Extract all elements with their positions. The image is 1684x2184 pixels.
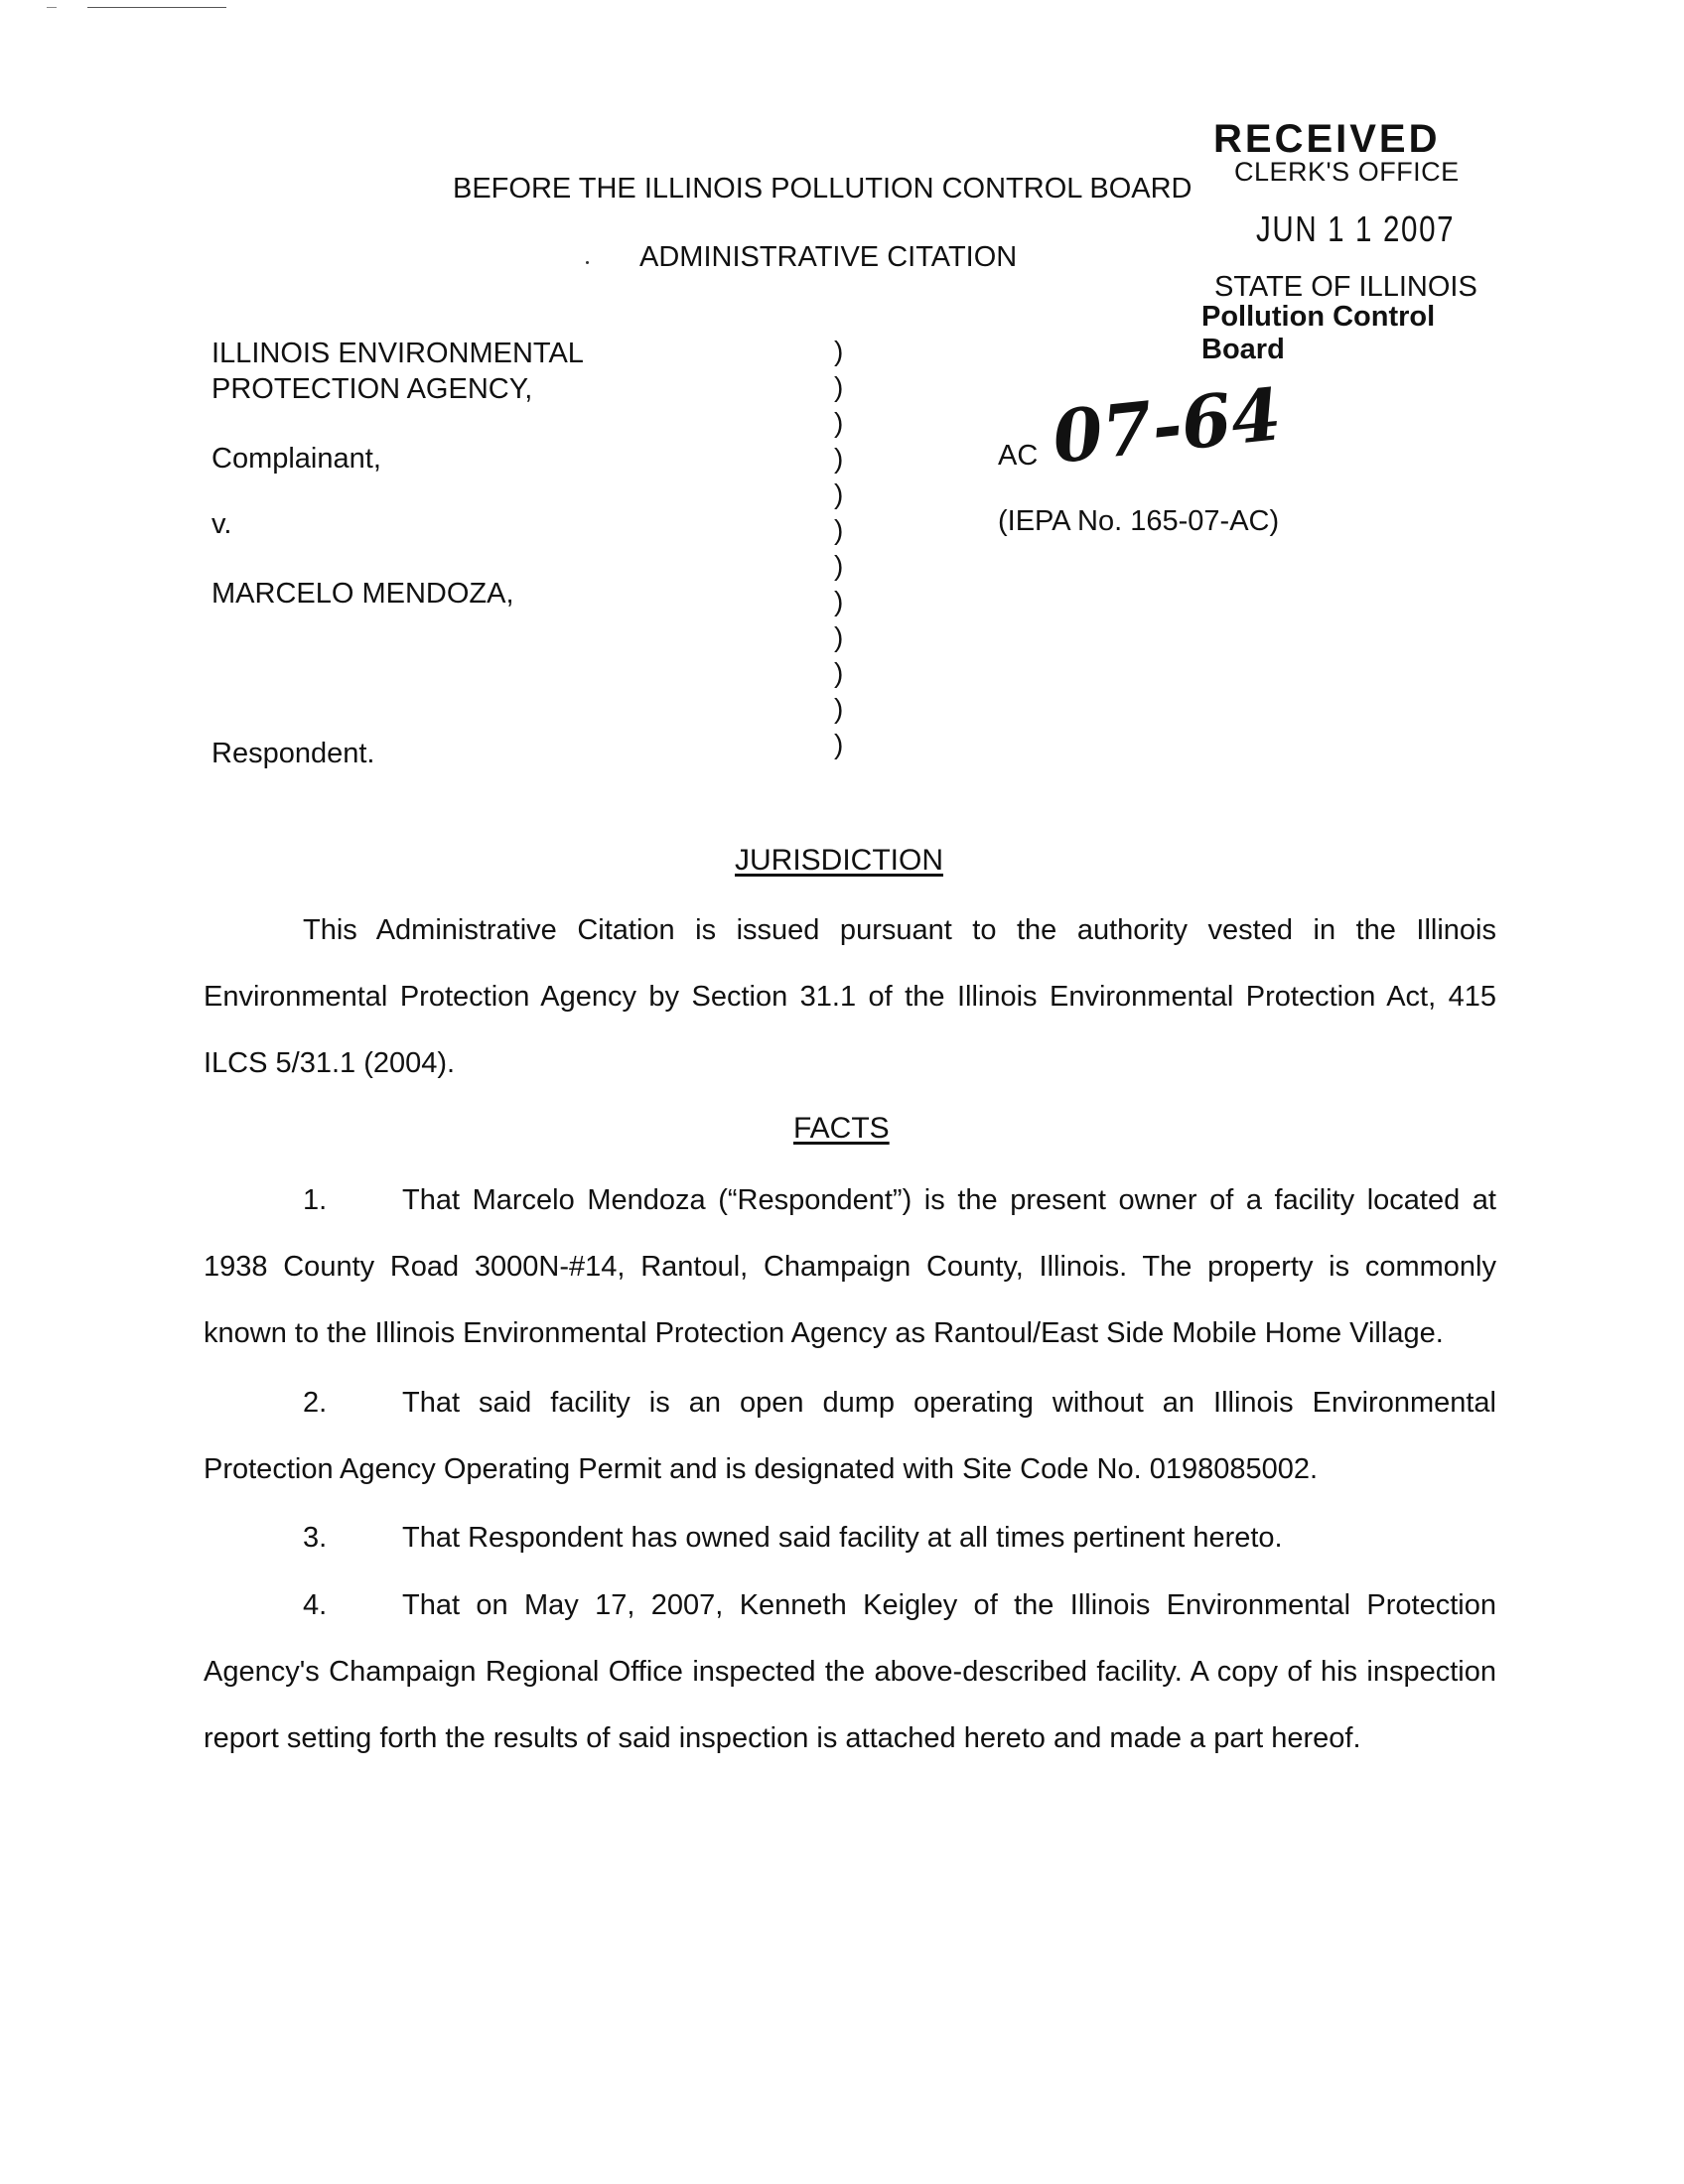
- fact-text: That said facility is an open dump operating without an Illinois Environmental Protection Agency Operating Permit and is designated with Site Code No. 0198085002.: [204, 1387, 1496, 1485]
- document-subtitle: ADMINISTRATIVE CITATION: [639, 241, 1018, 273]
- iepa-number: (IEPA No. 165-07-AC): [998, 505, 1280, 537]
- fact-text: That Respondent has owned said facility at all times pertinent hereto.: [402, 1522, 1283, 1554]
- jurisdiction-paragraph: [204, 897, 1496, 1097]
- fact-text: That on May 17, 2007, Kenneth Keigley of the Illinois Environmental Protection Agency's Champaign Regional Office inspected the above-described facility. A copy of his inspection report setting forth the results of said inspection is attached hereto and made a part hereof.: [204, 1589, 1496, 1754]
- fact-item-3: [204, 1505, 1496, 1571]
- fact-number: 2.: [303, 1387, 328, 1419]
- fact-item-1: [204, 1167, 1496, 1367]
- ac-number-handwritten: 07-64: [1049, 371, 1286, 479]
- fact-text: That Marcelo Mendoza (“Respondent”) is the present owner of a facility located at 1938 County Road 3000N-#14, Rantoul, Champaign County, Illinois. The property is commonly known to the Illinois Environmental Protection Agency as Rantoul/East Side Mobile Home Village.: [204, 1184, 1496, 1349]
- document-title: BEFORE THE ILLINOIS POLLUTION CONTROL BOARD: [453, 173, 1193, 205]
- complainant-role: Complainant,: [211, 443, 381, 475]
- respondent-role: Respondent.: [211, 738, 375, 769]
- fact-number: 1.: [303, 1184, 328, 1216]
- jurisdiction-text: This Administrative Citation is issued pursuant to the authority vested in the Illinois Environmental Protection Agency by Section 31.1 of the Illinois Environmental Protection Act, 415 ILCS 5/31.1 (2004).: [204, 914, 1496, 1079]
- fact-number: 3.: [303, 1522, 328, 1554]
- complainant-line-1: ILLINOIS ENVIRONMENTAL: [211, 338, 584, 369]
- jurisdiction-heading: JURISDICTION: [735, 844, 943, 877]
- fact-item-4: [204, 1572, 1496, 1772]
- fact-item-2: [204, 1370, 1496, 1503]
- respondent-name: MARCELO MENDOZA,: [211, 578, 514, 610]
- scan-artifact-line: [87, 7, 226, 8]
- caption-parentheses: ) ) ) ) ) ) ) ) ) ) ) ): [834, 336, 844, 759]
- stamp-state: STATE OF ILLINOIS: [1214, 271, 1477, 303]
- versus: v.: [211, 508, 232, 540]
- ac-label: AC: [998, 440, 1039, 472]
- stamp-date: JUN 1 1 2007: [1256, 208, 1456, 249]
- fact-number: 4.: [303, 1589, 328, 1621]
- stamp-received: RECEIVED: [1213, 117, 1441, 161]
- scan-artifact: [47, 7, 57, 8]
- stamp-clerks-office: CLERK'S OFFICE: [1234, 157, 1460, 187]
- stray-mark: [586, 261, 589, 264]
- complainant-line-2: PROTECTION AGENCY,: [211, 373, 533, 405]
- facts-heading: FACTS: [793, 1112, 890, 1145]
- stamp-board: Pollution Control Board: [1201, 301, 1436, 365]
